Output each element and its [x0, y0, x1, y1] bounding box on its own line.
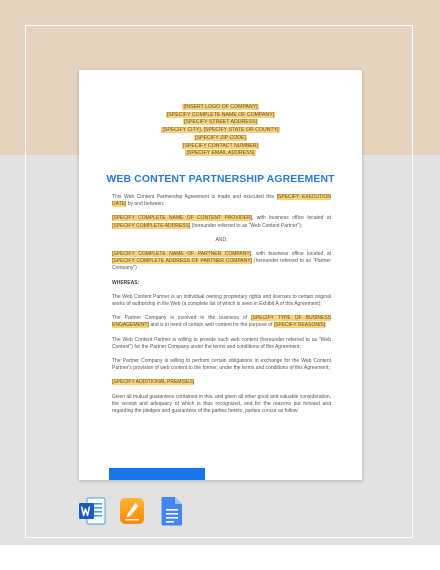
- whereas-paragraph: The Web Content Partner is an individual owning proprietary rights and licenses to certain original works of authorship in the Web (a complete list of which is seen in Exhibit A of this Agreement);: [112, 293, 331, 308]
- placeholder-tag: [SPECIFY ADDITIONAL PREMISES]: [112, 379, 195, 386]
- placeholder-tag: [SPECIFY TYPE OF BUSINESS ENGAGEMENT]: [112, 315, 331, 329]
- placeholder-tag: [SPECIFY COMPLETE ADDRESS]: [112, 222, 191, 229]
- and-separator: AND;: [215, 236, 228, 243]
- company-header: [79, 104, 362, 158]
- placeholder-tag: [SPECIFY REASON/S]: [273, 322, 326, 329]
- whereas-heading: WHEREAS:: [112, 279, 140, 286]
- business-paragraph: The Partner Company is involved in the business of [SPECIFY TYPE OF BUSINESS ENGAGEMENT] and is in need of certain web content for the purpose of [SPECIFY REASON/S];: [112, 315, 331, 329]
- content-provider-paragraph: [SPECIFY COMPLETE NAME OF CONTENT PROVIDER], with business office located at [SPECIFY COMPLETE ADDRESS] (hereunder referred to as "Web Content Partner");: [112, 215, 331, 229]
- header-line: [SPECIFY CITY], [SPECIFY STATE OR COUNTY]: [162, 127, 279, 134]
- page-accent-bar: [109, 468, 205, 480]
- bottom-background-band: [0, 545, 440, 570]
- word-icon[interactable]: [78, 496, 106, 526]
- pages-icon[interactable]: [118, 496, 146, 526]
- placeholder-tag: [SPECIFY EXECUTION DATE]: [112, 194, 331, 208]
- premises-paragraph: [112, 379, 331, 386]
- header-line: [INSERT LOGO OF COMPANY]: [183, 104, 258, 110]
- intro-paragraph: This Web Content Partnership Agreement is made and executed this [SPECIFY EXECUTION DATE] by and between:: [112, 194, 331, 208]
- header-line: [SPECIFY EMAIL ADDRESS]: [186, 150, 255, 157]
- header-line: [SPECIFY ZIP CODE]: [195, 134, 246, 141]
- provision-paragraph: The Web Content Partner is willing to provide such web content (hereunder referred to as "Web Content") for the Partner Company under the terms and conditions of this Agreement;: [112, 336, 331, 350]
- google-docs-icon[interactable]: [158, 496, 186, 526]
- placeholder-tag: [SPECIFY COMPLETE ADDRESS OF PARTNER COMPANY]: [112, 258, 253, 265]
- header-line: [SPECIFY COMPLETE NAME OF COMPANY]: [166, 111, 275, 118]
- placeholder-tag: [SPECIFY COMPLETE NAME OF CONTENT PROVIDER]: [112, 215, 252, 222]
- placeholder-tag: [SPECIFY COMPLETE NAME OF PARTNER COMPANY]: [112, 251, 252, 258]
- header-line: [SPECIFY CONTACT NUMBER]: [183, 142, 258, 149]
- document-body: [112, 194, 331, 422]
- document-title: WEB CONTENT PARTNERSHIP AGREEMENT: [106, 173, 335, 185]
- document-page: [79, 70, 362, 480]
- header-line: [SPECIFY STREET ADDRESS]: [183, 119, 258, 126]
- obligation-paragraph: The Partner Company is willing to perform certain obligations in exchange for the Web Content Partner's provision of web content to the former, under the terms and conditions of this Agreement;: [112, 358, 331, 372]
- partner-company-paragraph: [SPECIFY COMPLETE NAME OF PARTNER COMPANY], with business office located at [SPECIFY COMPLETE ADDRESS OF PARTNER COMPANY] (hereunder referred to as "Partner Company"): [112, 251, 331, 272]
- consideration-paragraph: Given all mutual guarantees contained in this, and given all other good and valuable consideration, the receipt and adequacy of which is thus recognized, and for the reasons put forward and regarding the pledges and guarantees of the parties hereto, parties concur as follow:: [112, 393, 331, 415]
